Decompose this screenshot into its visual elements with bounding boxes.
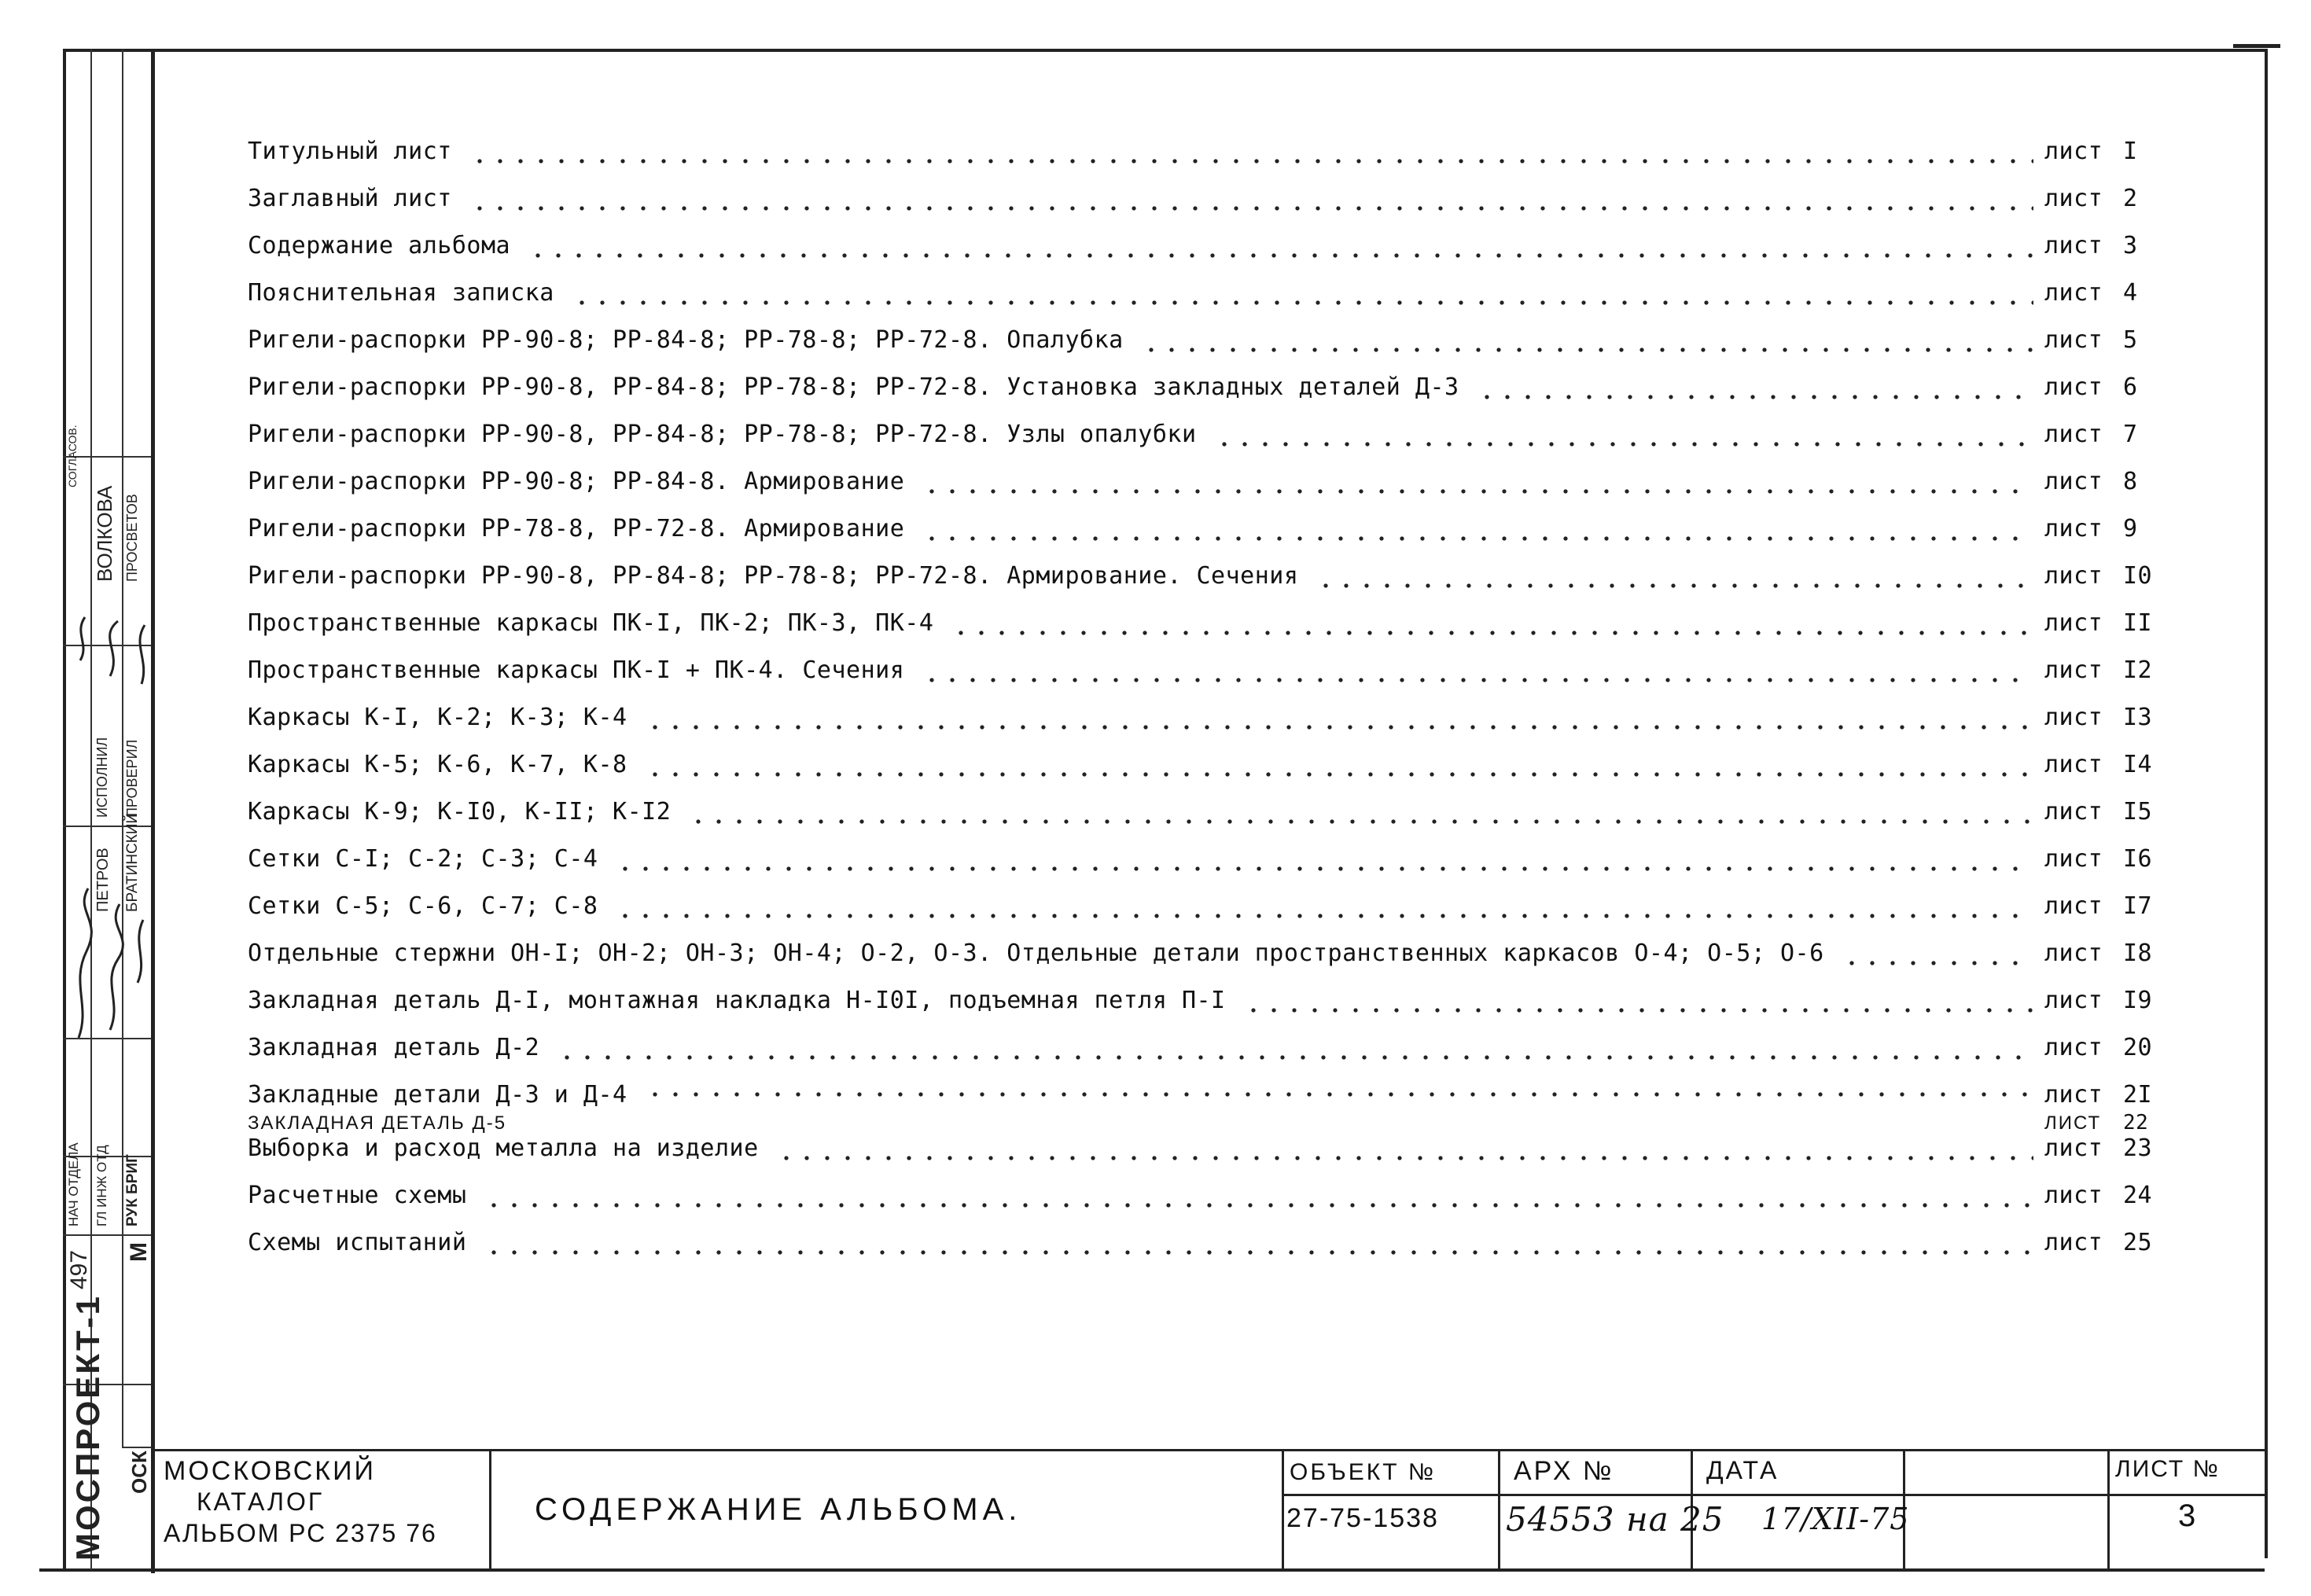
contents-sheet-label: лист bbox=[2044, 185, 2103, 212]
contents-sheet-label: лист bbox=[2044, 421, 2103, 448]
contents-row bbox=[248, 656, 2166, 704]
contents-leader-dots bbox=[1141, 347, 2033, 353]
contents-sheet-label: лист bbox=[2044, 279, 2103, 307]
contents-sheet-number: II bbox=[2123, 609, 2153, 637]
contents-leader-dots bbox=[528, 252, 2033, 259]
contents-sheet-number: 3 bbox=[2123, 232, 2138, 259]
contents-entry-title: Заглавный лист bbox=[248, 185, 452, 212]
object-label: ОБЪЕКТ № bbox=[1290, 1459, 1437, 1485]
contents-entry-title: Ригели-распорки РР-90-8, РР-84-8; РР-78-8; РР-72-8. Армирование. Сечения bbox=[248, 562, 1299, 590]
contents-leader-dots bbox=[951, 630, 2033, 636]
contents-row bbox=[248, 232, 2166, 279]
contents-entry-title: Пространственные каркасы ПК-I + ПК-4. Сечения bbox=[248, 656, 905, 684]
frame-top-border bbox=[63, 49, 2265, 52]
contents-row bbox=[248, 468, 2166, 515]
contents-entry-title: Сетки С-I; С-2; С-3; С-4 bbox=[248, 845, 598, 873]
title-block-top-border bbox=[151, 1449, 2265, 1451]
contents-leader-dots bbox=[1214, 441, 2034, 447]
contents-sheet-ref bbox=[2044, 940, 2166, 967]
drawing-title: СОДЕРЖАНИЕ АЛЬБОМА. bbox=[535, 1492, 1022, 1527]
contents-sheet-number: 24 bbox=[2123, 1182, 2153, 1209]
contents-row bbox=[248, 1108, 2166, 1134]
contents-sheet-label: лист bbox=[2044, 656, 2103, 684]
contents-entry-title: Содержание альбома bbox=[248, 232, 511, 259]
contents-sheet-ref bbox=[2044, 373, 2166, 401]
frame-corner-mark bbox=[2233, 44, 2280, 48]
contents-leader-dots bbox=[776, 1155, 2033, 1161]
title-block-divider bbox=[1498, 1449, 1500, 1568]
catalog-album-number: АЛЬБОМ РС 2375 76 bbox=[164, 1519, 437, 1547]
contents-sheet-label: ЛИСТ bbox=[2044, 1112, 2102, 1134]
title-block-divider bbox=[1282, 1449, 1284, 1568]
contents-sheet-ref bbox=[2044, 468, 2166, 495]
contents-sheet-label: лист bbox=[2044, 1182, 2103, 1209]
contents-sheet-ref bbox=[2044, 751, 2166, 778]
contents-entry-title: Ригели-распорки РР-90-8; РР-84-8; РР-78-8; РР-72-8. Опалубка bbox=[248, 326, 1124, 354]
sheet-number-label: ЛИСТ № bbox=[2115, 1456, 2220, 1482]
contents-entry-title: Каркасы К-5; К-6, К-7, К-8 bbox=[248, 751, 627, 778]
contents-sheet-number: 2I bbox=[2123, 1081, 2153, 1109]
stamp-name-prosvetov: ПРОСВЕТОВ bbox=[124, 494, 140, 582]
contents-sheet-label: лист bbox=[2044, 468, 2103, 495]
contents-sheet-ref bbox=[2044, 326, 2166, 354]
signature-marks bbox=[63, 613, 153, 1054]
contents-sheet-number: 20 bbox=[2123, 1034, 2153, 1061]
contents-sheet-label: лист bbox=[2044, 138, 2103, 165]
contents-row bbox=[248, 515, 2166, 562]
contents-entry-title: ЗАКЛАДНАЯ ДЕТАЛЬ Д-5 bbox=[248, 1112, 507, 1134]
contents-row bbox=[248, 798, 2166, 845]
contents-sheet-ref bbox=[2044, 845, 2166, 873]
contents-sheet-ref bbox=[2044, 185, 2166, 212]
contents-sheet-label: лист bbox=[2044, 1134, 2103, 1162]
contents-sheet-label: лист bbox=[2044, 562, 2103, 590]
contents-entry-title: Отдельные стержни ОН-I; ОН-2; ОН-3; ОН-4; О-2, О-3. Отдельные детали пространственных каркасов О-4; О-5; О-6 bbox=[248, 940, 1824, 967]
contents-entry-title: Титульный лист bbox=[248, 138, 452, 165]
contents-sheet-ref bbox=[2044, 704, 2166, 731]
contents-leader-dots bbox=[615, 913, 2033, 919]
contents-row bbox=[248, 751, 2166, 798]
stamp-role-head: НАЧ ОТДЕЛА bbox=[66, 1142, 81, 1226]
contents-sheet-number: 25 bbox=[2123, 1229, 2153, 1256]
contents-sheet-label: лист bbox=[2044, 1081, 2103, 1109]
sheet-number-value: 3 bbox=[2178, 1499, 2199, 1533]
stamp-role-team-lead: РУК БРИГ bbox=[124, 1154, 141, 1226]
contents-sheet-ref bbox=[2044, 1034, 2166, 1061]
contents-entry-title: Закладная деталь Д-2 bbox=[248, 1034, 540, 1061]
contents-sheet-label: лист bbox=[2044, 751, 2103, 778]
contents-sheet-label: лист bbox=[2044, 987, 2103, 1014]
contents-entry-title: Пояснительная записка bbox=[248, 279, 554, 307]
contents-row bbox=[248, 609, 2166, 656]
contents-sheet-number: 22 bbox=[2123, 1111, 2149, 1134]
contents-sheet-label: лист bbox=[2044, 232, 2103, 259]
contents-leader-dots bbox=[1477, 394, 2033, 400]
contents-sheet-ref bbox=[2044, 421, 2166, 448]
contents-sheet-number: 4 bbox=[2123, 279, 2138, 307]
contents-row bbox=[248, 892, 2166, 940]
contents-sheet-ref bbox=[2044, 562, 2166, 590]
contents-sheet-number: 7 bbox=[2123, 421, 2138, 448]
contents-entry-title: Ригели-распорки РР-90-8, РР-84-8; РР-78-8; РР-72-8. Установка закладных деталей Д-3 bbox=[248, 373, 1459, 401]
contents-sheet-ref bbox=[2044, 656, 2166, 684]
contents-leader-dots bbox=[645, 771, 2033, 778]
contents-leader-dots bbox=[572, 300, 2033, 306]
contents-leader-dots bbox=[645, 1091, 2033, 1098]
stamp-org-name: МОСПРОЕКТ-1 bbox=[69, 1294, 106, 1561]
contents-row bbox=[248, 1134, 2166, 1182]
contents-entry-title: Сетки С-5; С-6, С-7; С-8 bbox=[248, 892, 598, 920]
stamp-dept-code: ОСК bbox=[127, 1451, 151, 1494]
contents-row bbox=[248, 940, 2166, 987]
contents-entry-title: Ригели-распорки РР-90-8; РР-84-8. Армирование bbox=[248, 468, 905, 495]
contents-sheet-ref bbox=[2044, 279, 2166, 307]
contents-leader-dots bbox=[484, 1202, 2033, 1208]
archive-value: 54553 на 25 bbox=[1506, 1500, 1724, 1539]
contents-sheet-number: I6 bbox=[2123, 845, 2153, 873]
frame-bottom-border bbox=[39, 1568, 2265, 1572]
contents-row bbox=[248, 845, 2166, 892]
contents-sheet-number: I0 bbox=[2123, 562, 2153, 590]
contents-sheet-ref bbox=[2044, 1081, 2166, 1109]
contents-row bbox=[248, 373, 2166, 421]
contents-leader-dots bbox=[1316, 583, 2033, 589]
contents-sheet-number: I8 bbox=[2123, 940, 2153, 967]
contents-leader-dots bbox=[469, 205, 2033, 211]
date-label: ДАТА bbox=[1706, 1456, 1779, 1484]
contents-entry-title: Закладные детали Д-3 и Д-4 bbox=[248, 1081, 627, 1109]
contents-sheet-label: лист bbox=[2044, 609, 2103, 637]
contents-entry-title: Ригели-распорки РР-90-8, РР-84-8; РР-78-8; РР-72-8. Узлы опалубки bbox=[248, 421, 1197, 448]
contents-leader-dots bbox=[922, 535, 2033, 542]
contents-sheet-number: I5 bbox=[2123, 798, 2153, 826]
contents-leader-dots bbox=[688, 818, 2033, 825]
contents-entry-title: Каркасы К-I, К-2; К-3; К-4 bbox=[248, 704, 627, 731]
contents-entry-title: Закладная деталь Д-I, монтажная накладка Н-I0I, подъемная петля П-I bbox=[248, 987, 1226, 1014]
stamp-row-divider bbox=[63, 1234, 151, 1236]
contents-entry-title: Расчетные схемы bbox=[248, 1182, 467, 1209]
contents-sheet-label: лист bbox=[2044, 515, 2103, 542]
contents-sheet-label: лист bbox=[2044, 326, 2103, 354]
contents-sheet-ref bbox=[2044, 609, 2166, 637]
stamp-approval-label: СОГЛАСОВ. bbox=[66, 425, 79, 487]
contents-sheet-ref bbox=[2044, 987, 2166, 1014]
contents-sheet-label: лист bbox=[2044, 1034, 2103, 1061]
contents-sheet-number: I7 bbox=[2123, 892, 2153, 920]
contents-sheet-ref bbox=[2044, 232, 2166, 259]
contents-leader-dots bbox=[557, 1054, 2033, 1061]
contents-row bbox=[248, 138, 2166, 185]
catalog-line-2: КАТАЛОГ bbox=[197, 1488, 325, 1516]
contents-row bbox=[248, 562, 2166, 609]
stamp-number: 497 bbox=[66, 1249, 92, 1289]
contents-sheet-number: 5 bbox=[2123, 326, 2138, 354]
stamp-role-checked: ПРОВЕРИЛ bbox=[124, 739, 140, 818]
stamp-role-chief-engineer: ГЛ ИНЖ ОТД bbox=[94, 1145, 109, 1226]
contents-sheet-ref bbox=[2044, 1229, 2166, 1256]
catalog-line-1: МОСКОВСКИЙ bbox=[164, 1456, 376, 1486]
contents-row bbox=[248, 987, 2166, 1034]
contents-row bbox=[248, 704, 2166, 751]
contents-row bbox=[248, 185, 2166, 232]
contents-sheet-number: 9 bbox=[2123, 515, 2138, 542]
contents-sheet-ref bbox=[2044, 798, 2166, 826]
title-block-middle-line bbox=[1282, 1494, 2265, 1496]
title-block-divider bbox=[489, 1449, 491, 1568]
contents-entry-title: Схемы испытаний bbox=[248, 1229, 467, 1256]
contents-sheet-label: лист bbox=[2044, 373, 2103, 401]
contents-sheet-label: лист bbox=[2044, 845, 2103, 873]
contents-sheet-label: лист bbox=[2044, 892, 2103, 920]
contents-row bbox=[248, 326, 2166, 373]
contents-sheet-ref bbox=[2044, 138, 2166, 165]
stamp-name-volkova: ВОЛКОВА bbox=[93, 485, 116, 582]
contents-row bbox=[248, 1081, 2166, 1108]
title-block-divider bbox=[2107, 1449, 2110, 1568]
contents-sheet-number: I bbox=[2123, 138, 2138, 165]
contents-leader-dots bbox=[922, 677, 2033, 683]
contents-list bbox=[248, 138, 2166, 1276]
contents-sheet-ref bbox=[2044, 515, 2166, 542]
contents-sheet-number: I3 bbox=[2123, 704, 2153, 731]
contents-sheet-number: 6 bbox=[2123, 373, 2138, 401]
stamp-role-executed: ИСПОЛНИЛ bbox=[94, 737, 110, 818]
contents-sheet-number: I4 bbox=[2123, 751, 2153, 778]
contents-sheet-number: I9 bbox=[2123, 987, 2153, 1014]
contents-entry-title: Ригели-распорки РР-78-8, РР-72-8. Армирование bbox=[248, 515, 905, 542]
contents-sheet-ref bbox=[2044, 1182, 2166, 1209]
contents-leader-dots bbox=[615, 866, 2033, 872]
contents-sheet-number: 23 bbox=[2123, 1134, 2153, 1162]
stamp-row-divider bbox=[122, 1447, 151, 1448]
contents-row bbox=[248, 1229, 2166, 1276]
contents-sheet-number: I2 bbox=[2123, 656, 2153, 684]
contents-leader-dots bbox=[484, 1249, 2033, 1256]
contents-leader-dots bbox=[1842, 960, 2033, 966]
contents-sheet-number: 8 bbox=[2123, 468, 2138, 495]
archive-label: АРХ № bbox=[1514, 1456, 1614, 1486]
date-value: 17/XII-75 bbox=[1761, 1502, 1910, 1536]
contents-leader-dots bbox=[469, 158, 2033, 164]
contents-sheet-number: 2 bbox=[2123, 185, 2138, 212]
object-value: 27-75-1538 bbox=[1286, 1503, 1439, 1533]
contents-sheet-label: лист bbox=[2044, 1229, 2103, 1256]
stamp-name-bratinsky: БРАТИНСКИЙ bbox=[124, 812, 141, 912]
contents-entry-title: Каркасы К-9; К-I0, К-II; К-I2 bbox=[248, 798, 672, 826]
contents-sheet-ref bbox=[2044, 892, 2166, 920]
contents-sheet-label: лист bbox=[2044, 940, 2103, 967]
contents-entry-title: Пространственные каркасы ПК-I, ПК-2; ПК-3, ПК-4 bbox=[248, 609, 934, 637]
contents-row bbox=[248, 1182, 2166, 1229]
frame-right-border bbox=[2265, 49, 2268, 1558]
contents-row bbox=[248, 421, 2166, 468]
contents-row bbox=[248, 1034, 2166, 1081]
stamp-name-petrov: ПЕТРОВ bbox=[94, 848, 112, 912]
contents-sheet-ref bbox=[2044, 1108, 2166, 1135]
contents-sheet-label: лист bbox=[2044, 704, 2103, 731]
stamp-mark: М bbox=[126, 1242, 152, 1262]
contents-row bbox=[248, 279, 2166, 326]
contents-leader-dots bbox=[1243, 1007, 2033, 1013]
contents-leader-dots bbox=[922, 488, 2033, 495]
contents-leader-dots bbox=[645, 724, 2033, 730]
contents-sheet-label: лист bbox=[2044, 798, 2103, 826]
contents-entry-title: Выборка и расход металла на изделие bbox=[248, 1134, 759, 1162]
contents-sheet-ref bbox=[2044, 1134, 2166, 1162]
